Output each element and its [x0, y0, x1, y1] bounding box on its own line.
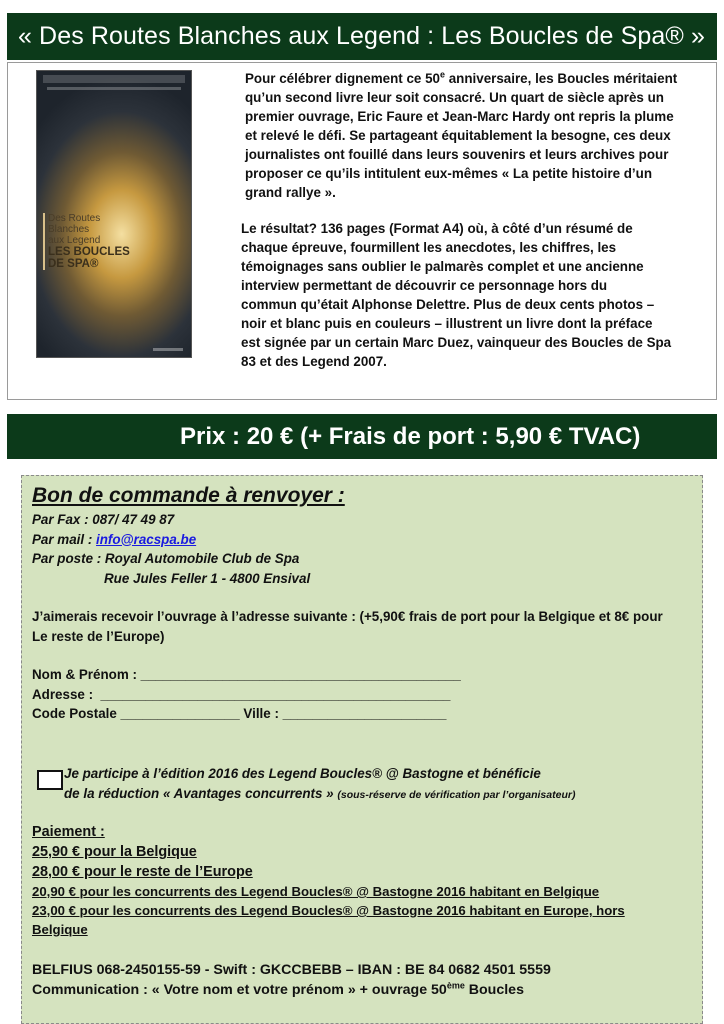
superscript: e	[439, 69, 445, 80]
intro-line: anniversaire, les Boucles méritaient	[445, 71, 678, 86]
intro-line: chaque épreuve, fourmillent les anecdotes, les chiffres, les	[241, 240, 617, 255]
mail-line	[32, 530, 694, 550]
intro-line: interview permettant de découvrir ce personnage hors du	[241, 278, 608, 293]
post-line: Par poste : Royal Automobile Club de Spa	[32, 551, 300, 566]
order-form	[21, 475, 703, 1024]
superscript: ème	[446, 980, 465, 991]
intro-line: commun qu’était Alphonse Delettre. Plus de deux cents photos –	[241, 297, 655, 312]
price-banner	[7, 414, 717, 459]
participate-text: de la réduction « Avantages concurrents »	[64, 785, 338, 801]
communication-text: Communication : « Votre nom et votre prénom » + ouvrage 50	[32, 982, 447, 998]
order-form-content	[32, 482, 694, 724]
page-title-banner	[7, 13, 717, 60]
mail-link[interactable]: info@racspa.be	[96, 531, 197, 547]
communication-text: Boucles	[464, 982, 524, 998]
cover-title	[43, 213, 130, 270]
cover-title-big-line: DE SPA®	[48, 258, 99, 270]
communication-line	[32, 980, 694, 1000]
postal-city-field[interactable]: Code Postale ________________ Ville : ______________________	[32, 706, 447, 721]
payment-option-belgium: 25,90 € pour la Belgique	[32, 844, 197, 860]
participate-note: (sous-réserve de vérification par l’organisateur)	[337, 788, 576, 801]
intro-line: noir et blanc puis en couleurs – illustrent un livre dont la préface	[241, 316, 653, 331]
cover-subtitle-strip	[47, 87, 181, 90]
request-line: J’aimerais recevoir l’ouvrage à l’adresse suivante : (+5,90€ frais de port pour la Belgique et 8€ pour	[32, 609, 663, 624]
fax-line: Par Fax : 087/ 47 49 87	[32, 512, 175, 527]
request-line: Le reste de l’Europe)	[32, 628, 165, 644]
book-intro-text	[241, 69, 685, 371]
intro-line: 83 et des Legend 2007.	[241, 354, 387, 369]
bank-line: BELFIUS 068-2450155-59 - Swift : GKCCBEBB – IBAN : BE 84 0682 4501 5559	[32, 962, 551, 978]
intro-line: journalistes ont fouillé dans leurs souvenirs et leurs archives pour	[245, 147, 669, 162]
post-address-line: Rue Jules Feller 1 - 4800 Ensival	[104, 570, 311, 586]
contact-info	[32, 510, 694, 588]
price-label: Prix : 20 € (+ Frais de port : 5,90 € TVAC)	[180, 423, 641, 450]
cover-publisher-mark	[153, 348, 183, 351]
participant-checkbox[interactable]	[37, 770, 63, 790]
name-field[interactable]: Nom & Prénom : ___________________________________________	[32, 667, 461, 682]
participant-discount-text	[64, 764, 575, 805]
payment-title: Paiement :	[32, 824, 105, 840]
order-form-title: Bon de commande à renvoyer :	[32, 484, 345, 507]
address-field[interactable]: Adresse : _______________________________________________	[32, 686, 451, 702]
participate-line	[64, 784, 575, 806]
bank-details	[32, 960, 694, 1000]
intro-line: qu’un second livre leur soit consacré. Un quart de siècle après un	[245, 90, 664, 105]
page-title: « Des Routes Blanches aux Legend : Les Boucles de Spa® »	[18, 22, 705, 50]
cover-title-line: Des Routes	[48, 213, 101, 224]
payment-option-competitor-belgium: 20,90 € pour les concurrents des Legend Boucles® @ Bastogne 2016 habitant en Belgique	[32, 884, 600, 899]
participate-line: Je participe à l’édition 2016 des Legend Boucles® @ Bastogne et bénéficie	[64, 766, 541, 781]
book-cover-image	[36, 70, 192, 358]
payment-option-europe: 28,00 € pour le reste de l’Europe	[32, 864, 253, 880]
intro-line: est signée par un certain Marc Duez, vainqueur des Boucles de Spa	[241, 335, 672, 350]
intro-line: proposer ce qu’ils intitulent eux-mêmes « La petite histoire d’un	[245, 166, 653, 181]
intro-line: Pour célébrer dignement ce 50	[245, 71, 440, 86]
intro-line: témoignages sans oublier le palmarès complet et une ancienne	[241, 259, 644, 274]
cover-title-line: Blanches	[48, 224, 90, 235]
intro-line: premier ouvrage, Eric Faure et Jean-Marc Hardy ont repris la plume	[245, 109, 674, 124]
intro-paragraph-2	[241, 219, 685, 371]
cover-title-line: aux Legend	[48, 235, 101, 246]
intro-line: grand rallye ».	[245, 185, 336, 200]
payment-option-competitor-europe: 23,00 € pour les concurrents des Legend Boucles® @ Bastogne 2016 habitant en Europe, hors	[32, 903, 625, 918]
payment-option-competitor-europe-cont: Belgique	[32, 922, 88, 937]
intro-paragraph-1	[245, 69, 685, 202]
cover-masthead	[43, 75, 185, 83]
intro-line: et relevé le défi. Se partageant équitablement la besogne, ces deux	[245, 128, 671, 143]
payment-section	[32, 822, 694, 939]
mail-label: Par mail :	[32, 531, 97, 547]
intro-line: Le résultat? 136 pages (Format A4) où, à côté d’un résumé de	[241, 221, 633, 236]
cover-title-big-line: LES BOUCLES	[48, 246, 130, 258]
